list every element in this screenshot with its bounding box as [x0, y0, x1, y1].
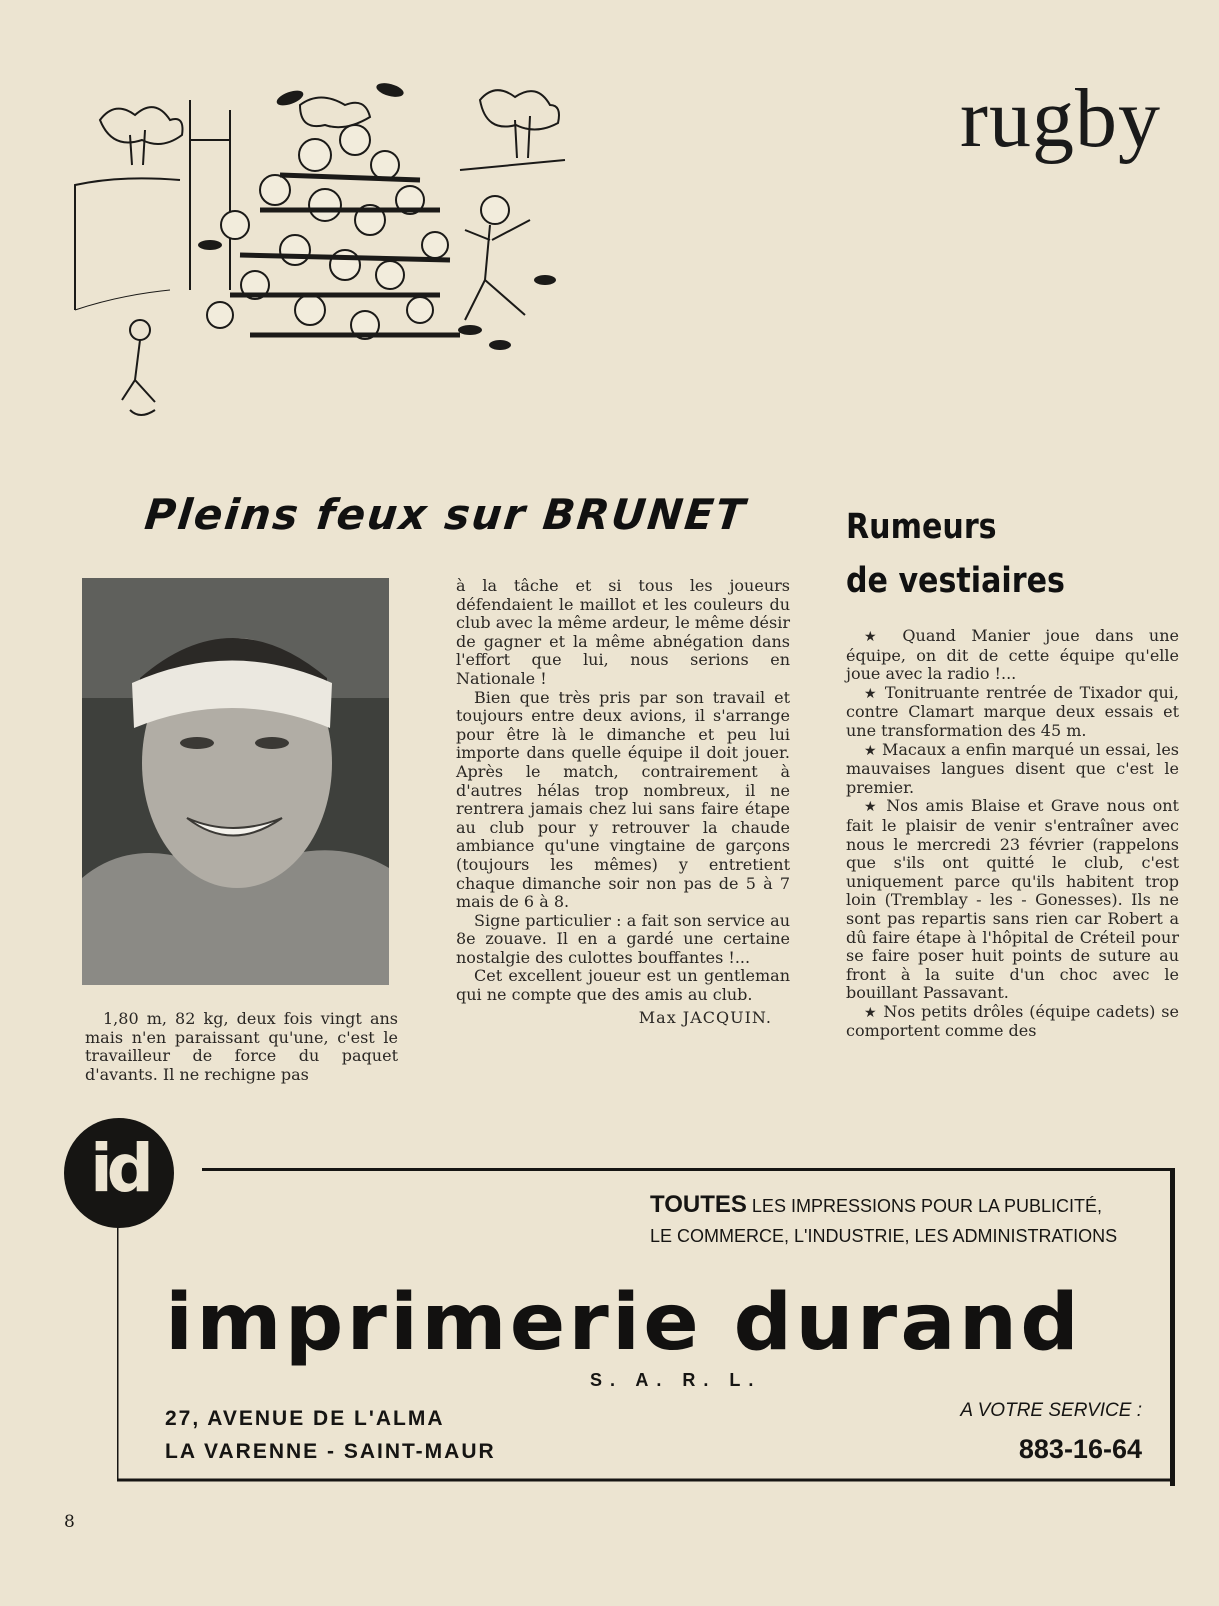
rumeurs-column — [846, 627, 1179, 1041]
star-icon: ★ — [864, 799, 879, 816]
address-line-2: LA VARENNE - SAINT-MAUR — [165, 1440, 496, 1463]
rumeurs-title-line2: de vestiaires — [846, 561, 1065, 601]
star-icon: ★ — [864, 629, 887, 645]
article-paragraph: Signe particulier : a fait son service au 8e zouave. Il en a gardé une certaine nostalgie des culottes bouffantes !... — [456, 910, 790, 967]
star-icon: ★ — [864, 685, 879, 702]
rumeur-item: ★ Quand Manier joue dans une équipe, on dit de cette équipe qu'elle joue avec la radio !... — [846, 626, 1179, 684]
service-label: A VOTRE SERVICE : — [960, 1400, 1142, 1421]
rumeur-item: ★ Nos petits drôles (équipe cadets) se comportent comme des — [846, 1001, 1179, 1041]
author-signature: Max JACQUIN. — [638, 1007, 772, 1027]
article-paragraph: Cet excellent joueur est un gentleman qui ne compte que des amis au club. — [456, 966, 790, 1005]
company-name: imprimerie durand — [165, 1278, 1082, 1368]
rumeur-item: ★ Tonitruante rentrée de Tixador qui, contre Clamart marque deux essais et une transformation des 45 m. — [846, 682, 1179, 740]
article-paragraph: Bien que très pris par son travail et toujours entre deux avions, il s'arrange pour être là le dimanche et peu lui importe dans quelle équipe il doit jouer. Après le match, contrairement à d'autres hélas trop nombreux, il ne rentrera jamais chez lui sans faire étape au club pour y retrouver la chaude ambiance qu'une vingtaine de garçons (toujours les mêmes) y entretient chaque dimanche soir non pas de 5 à 7 mais de 6 à 8. — [456, 687, 790, 912]
rumeurs-title-line1: Rumeurs — [846, 507, 997, 547]
article-column-2 — [456, 577, 790, 1027]
ad-tagline — [650, 1190, 1170, 1251]
company-address — [165, 1402, 496, 1468]
rumeur-item: ★ Nos amis Blaise et Grave nous ont fait le plaisir de venir s'entraîner avec nous le mercredi 23 février (rappelons que s'ils ont quitté le club, c'est uniquement parce qu'ils habitent trop loin (Tremblay - les - Gonesses). Ils ne sont pas repartis sans rien car Robert a dû faire étape à l'hôpital de Créteil pour se faire poser huit points de suture au front à la suite d'un choc avec le bouillant Passavant. — [846, 796, 1179, 1003]
rugby-scrum-illustration — [60, 80, 620, 450]
phone-number: 883-16-64 — [1018, 1434, 1142, 1464]
rumeur-item: ★ Macaux a enfin marqué un essai, les mauvaises langues disent que c'est le premier. — [846, 739, 1179, 797]
printer-logo: id — [64, 1118, 174, 1228]
article-paragraph: 1,80 m, 82 kg, deux fois vingt ans mais n'en paraissant qu'une, c'est le travailleur de force du paquet d'avants. Il ne rechigne pas — [85, 1009, 398, 1084]
article-title: Pleins feux sur BRUNET — [142, 490, 749, 539]
article-paragraph: à la tâche et si tous les joueurs défendaient le maillot et les couleurs du club avec la même ardeur, le même désir de gagner et la même abnégation dans l'effort que lui, nous serions en Nationale ! — [456, 576, 790, 688]
ad-tagline-line2: LE COMMERCE, L'INDUSTRIE, LES ADMINISTRATIONS — [650, 1226, 1118, 1246]
player-photo — [82, 578, 389, 985]
company-legal-form: S. A. R. L. — [590, 1370, 762, 1390]
article-column-1 — [85, 1010, 398, 1084]
address-line-1: 27, AVENUE DE L'ALMA — [165, 1407, 445, 1430]
ad-tagline-line1: LES IMPRESSIONS POUR LA PUBLICITÉ, — [751, 1196, 1103, 1216]
star-icon: ★ — [864, 1004, 878, 1021]
ad-tagline-emphasis: TOUTES — [650, 1191, 747, 1218]
rumeurs-title — [846, 500, 1065, 608]
star-icon: ★ — [864, 742, 877, 759]
page-number: 8 — [64, 1512, 75, 1532]
section-title: rugby — [960, 72, 1161, 165]
